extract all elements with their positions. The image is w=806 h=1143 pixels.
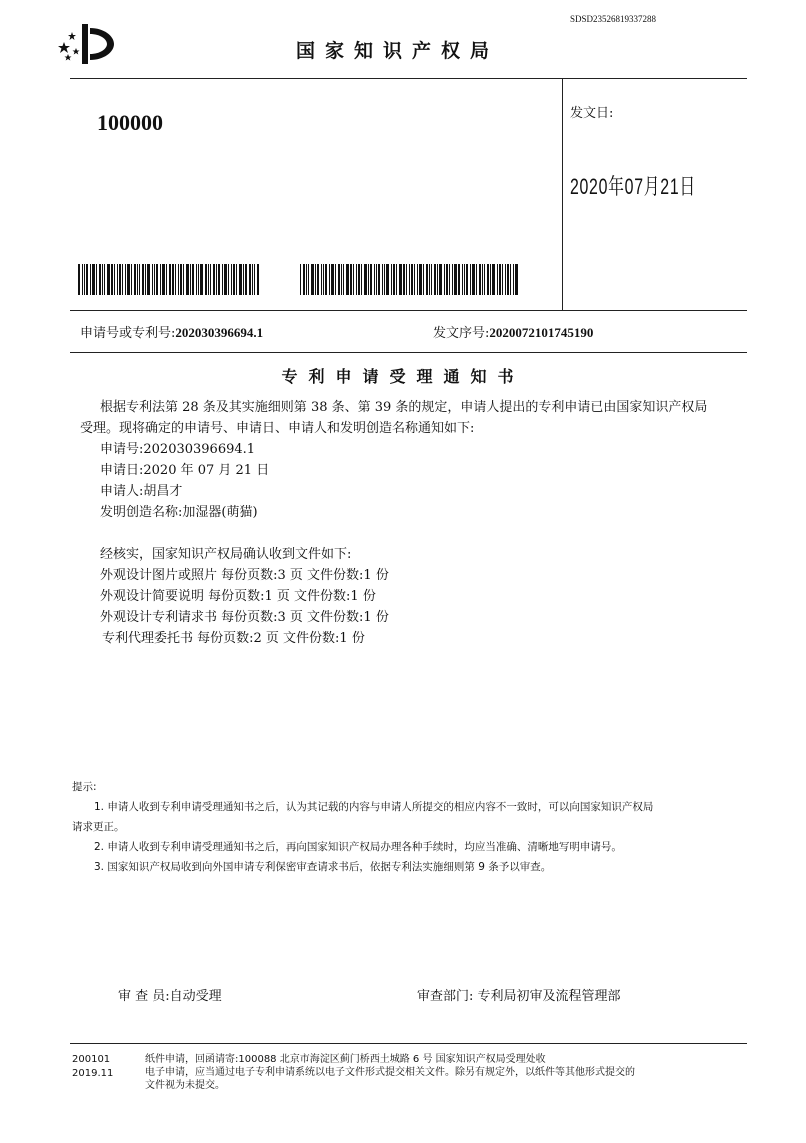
barcode-bar [190, 264, 191, 295]
barcode-bar [315, 264, 316, 295]
barcode-bar [444, 264, 445, 295]
barcode-bar [358, 264, 360, 295]
barcode-bar [156, 264, 158, 295]
barcode-bar [479, 264, 481, 295]
examining-department: 审查部门: 专利局初审及流程管理部 [417, 989, 621, 1004]
barcode-bar [490, 264, 491, 295]
postcode: 100000 [97, 110, 163, 135]
electronic-submission-note-continued: 文件视为未提交。 [145, 1080, 225, 1091]
barcode-bar [218, 264, 220, 295]
barcode-bar [361, 264, 362, 295]
barcode-bar [499, 264, 501, 295]
barcode-bar [198, 264, 199, 295]
meta-divider [70, 352, 747, 353]
barcode-bar [175, 264, 176, 295]
barcode-bar [510, 264, 511, 295]
footer-notes [145, 1053, 755, 1092]
barcode-bar [335, 264, 336, 295]
notice-body [80, 397, 760, 649]
barcode-bar [208, 264, 209, 295]
barcode-bar [439, 264, 442, 295]
barcode-bar [249, 264, 251, 295]
barcode-bar [243, 264, 244, 295]
barcode-bar [353, 264, 354, 295]
barcode-bar [245, 264, 247, 295]
barcode-bar [423, 264, 424, 295]
intro-line-2: 受理。现将确定的申请号、申请日、申请人和发明创造名称通知如下: [80, 421, 475, 436]
barcode-bar [125, 264, 126, 295]
barcode-bar [111, 264, 113, 295]
document-list-item: 专利代理委托书 每份页数:2 页 文件份数:1 份 [102, 631, 365, 646]
document-list-item: 外观设计专利请求书 每份页数:3 页 文件份数:1 份 [100, 610, 389, 625]
barcode-bar [419, 264, 422, 295]
barcode-bar [429, 264, 430, 295]
barcode-bar [303, 264, 305, 295]
barcode-bar [92, 264, 95, 295]
applicant-detail: 申请人:胡昌才 [100, 484, 183, 499]
barcode-bar [210, 264, 211, 295]
barcode-bar [393, 264, 395, 295]
barcode-bar [437, 264, 438, 295]
barcode-bar [145, 264, 146, 295]
barcode-bar [368, 264, 369, 295]
barcode-bar [154, 264, 155, 295]
application-number-row [80, 322, 263, 341]
tips-section [72, 777, 762, 877]
header-divider [70, 78, 747, 79]
barcode-bar [186, 264, 189, 295]
barcode-bar [160, 264, 161, 295]
barcode-bar [117, 264, 118, 295]
date-column-divider [562, 78, 563, 310]
barcode-bar [487, 264, 489, 295]
barcode-bar [99, 264, 101, 295]
barcode-bar [224, 264, 227, 295]
serial-number-row [433, 322, 593, 341]
barcode-bar [378, 264, 380, 295]
form-version: 2019.11 [72, 1068, 114, 1079]
application-number: 202030396694.1 [175, 325, 264, 340]
tip-item-1: 1. 申请人收到专利申请受理通知书之后，认为其记载的内容与申请人所提交的相应内容不一致时，可以向国家知识产权局 [94, 801, 654, 813]
barcode-bar [166, 264, 167, 295]
barcode-bar [391, 264, 392, 295]
barcode-bar [476, 264, 477, 295]
barcode-bar [396, 264, 397, 295]
barcode-bar [102, 264, 103, 295]
barcode-bar [239, 264, 242, 295]
barcode-bar [325, 264, 327, 295]
barcode-bar [446, 264, 448, 295]
barcode-bar [350, 264, 352, 295]
barcode-bar [127, 264, 130, 295]
intro-line-1: 根据专利法第 28 条及其实施细则第 38 条、第 39 条的规定，申请人提出的专利申请已由国家知识产权局 [100, 400, 708, 415]
barcode-bar [139, 264, 140, 295]
barcode-bar [147, 264, 150, 295]
barcode-bar [417, 264, 418, 295]
barcode-left [78, 264, 264, 295]
tip-item-3: 3. 国家知识产权局收到向外国申请专利保密审查请求书后，依据专利法实施细则第 9 条予以审查。 [94, 861, 552, 873]
barcode-bar [196, 264, 197, 295]
barcode-bar [107, 264, 110, 295]
serial-number-label: 发文序号: [433, 326, 490, 341]
barcode-bar [492, 264, 495, 295]
electronic-submission-note: 电子申请，应当通过电子专利申请系统以电子文件形式提交相关文件。除另有规定外，以纸件等其他形式提交的 [145, 1067, 635, 1078]
barcode-bar [308, 264, 309, 295]
barcode-bar [231, 264, 232, 295]
barcode-bar [183, 264, 184, 295]
barcode-bar [341, 264, 342, 295]
barcode-bar [502, 264, 503, 295]
barcode-bar [406, 264, 407, 295]
barcode-bar [216, 264, 217, 295]
barcode-bar [403, 264, 405, 295]
barcode-bar [472, 264, 475, 295]
application-number-label: 申请号或专利号: [80, 326, 176, 341]
barcode-bar [114, 264, 115, 295]
barcode-bar [137, 264, 138, 295]
barcode-bar [254, 264, 255, 295]
application-number-detail: 申请号:202030396694.1 [100, 442, 256, 457]
barcode-bar [172, 264, 174, 295]
barcode-bar [236, 264, 237, 295]
barcode-bar [104, 264, 105, 295]
barcode-bar [86, 264, 88, 295]
barcode-bar [454, 264, 457, 295]
address-block-divider [70, 310, 747, 311]
tips-label: 提示: [72, 781, 97, 793]
barcode-bar [131, 264, 132, 295]
barcode-bar [482, 264, 483, 295]
barcode-bar [321, 264, 322, 295]
barcode-bar [497, 264, 498, 295]
barcode-bar [374, 264, 375, 295]
barcode-bar [306, 264, 307, 295]
barcode-bar [458, 264, 460, 295]
invention-name-detail: 发明创造名称:加湿器(萌猫) [100, 505, 258, 520]
barcode-bar [152, 264, 153, 295]
barcode-bar [466, 264, 468, 295]
document-serial: SDSD23526819337288 [569, 14, 656, 24]
barcode-bar [222, 264, 223, 295]
barcode-bar [452, 264, 453, 295]
barcode-bar [505, 264, 506, 295]
barcode-bar [329, 264, 330, 295]
barcode-bar [386, 264, 389, 295]
barcode-bar [90, 264, 91, 295]
barcode-bar [384, 264, 385, 295]
barcode-bar [228, 264, 229, 295]
barcode-bar [233, 264, 235, 295]
received-intro: 经核实，国家知识产权局确认收到文件如下: [100, 547, 352, 562]
barcode-bar [431, 264, 432, 295]
tip-item-2: 2. 申请人收到专利申请受理通知书之后，再向国家知识产权局办理各种手续时，均应当准确、清晰地写明申请号。 [94, 841, 622, 853]
barcode-bar [434, 264, 436, 295]
barcode-bar [162, 264, 165, 295]
barcode-bar [370, 264, 372, 295]
document-list-item: 外观设计图片或照片 每份页数:3 页 文件份数:1 份 [100, 568, 389, 583]
barcode-bar [470, 264, 471, 295]
barcode-bar [382, 264, 383, 295]
barcode-bar [252, 264, 253, 295]
issue-date: 2020年07月21日 [570, 174, 696, 199]
barcode-bar [411, 264, 413, 295]
paper-submission-note: 纸件申请，回函请寄:100088 北京市海淀区蓟门桥西土城路 6 号 国家知识产权局受理处收 [145, 1054, 546, 1065]
filing-date-detail: 申请日:2020 年 07 月 21 日 [100, 463, 270, 478]
barcode-bar [82, 264, 83, 295]
barcode-bar [311, 264, 314, 295]
barcode-bar [84, 264, 85, 295]
document-list-item: 外观设计简要说明 每份页数:1 页 文件份数:1 份 [100, 589, 376, 604]
issue-date-label: 发文日: [570, 106, 614, 121]
barcode-bar [300, 264, 301, 295]
barcode-bar [205, 264, 207, 295]
barcode-bar [169, 264, 171, 295]
barcode-bar [338, 264, 340, 295]
cnipa-logo-icon [58, 20, 120, 68]
examiner: 审 查 员:自动受理 [118, 989, 222, 1004]
serial-number: 2020072101745190 [489, 325, 594, 340]
barcode-bar [399, 264, 402, 295]
barcode-bar [515, 264, 518, 295]
barcode-bar [178, 264, 179, 295]
barcode-bar [484, 264, 485, 295]
barcode-bar [200, 264, 203, 295]
tip-item-1-continued: 请求更正。 [72, 821, 125, 833]
barcode-bar [134, 264, 136, 295]
barcode-bar [213, 264, 215, 295]
barcode-bar [409, 264, 410, 295]
barcode-bar [317, 264, 319, 295]
barcode-bar [513, 264, 514, 295]
barcode-bar [464, 264, 465, 295]
barcode-bar [78, 264, 80, 295]
barcode-bar [426, 264, 428, 295]
barcode-bar [192, 264, 194, 295]
barcode-bar [364, 264, 367, 295]
barcode-bar [96, 264, 97, 295]
barcode-bar [122, 264, 123, 295]
barcode-bar [356, 264, 357, 295]
office-name: 国家知识产权局 [296, 40, 500, 62]
footer-divider [70, 1043, 747, 1044]
barcode-bar [449, 264, 450, 295]
barcode-right [300, 264, 520, 295]
barcode-bar [323, 264, 324, 295]
barcode-bar [119, 264, 121, 295]
barcode-bar [507, 264, 509, 295]
barcode-bar [257, 264, 259, 295]
barcode-bar [180, 264, 182, 295]
form-code: 200101 [72, 1054, 111, 1065]
barcode-bar [376, 264, 377, 295]
barcode-bar [414, 264, 415, 295]
notice-title: 专利申请受理通知书 [281, 367, 525, 386]
barcode-bar [343, 264, 344, 295]
barcode-bar [346, 264, 349, 295]
barcode-bar [142, 264, 144, 295]
barcode-bar [462, 264, 463, 295]
barcode-bar [331, 264, 334, 295]
